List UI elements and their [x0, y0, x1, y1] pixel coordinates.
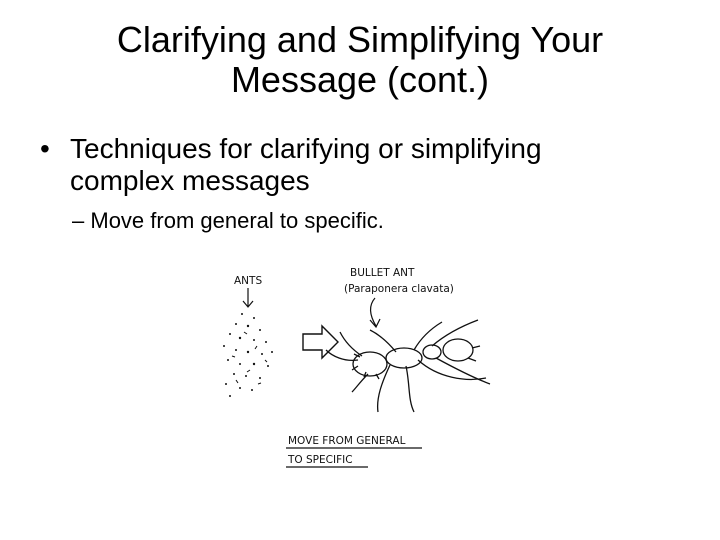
title-line-1: Clarifying and Simplifying Your	[116, 19, 604, 60]
bullet-marker: •	[40, 133, 50, 164]
caption-line-2: TO SPECIFIC	[288, 454, 353, 466]
sub-bullet-text: Move from general to specific.	[90, 208, 384, 233]
sub-bullet-marker: –	[72, 208, 85, 233]
caption-line-1: MOVE FROM GENERAL	[288, 435, 406, 447]
general-to-specific-illustration	[210, 260, 510, 480]
bullet-text	[70, 133, 670, 197]
bullet-ant-icon	[326, 320, 490, 412]
bullet-line-1: Techniques for clarifying or simplifying	[70, 133, 542, 164]
slide-title	[60, 20, 660, 100]
ant-swarm-strokes	[232, 332, 267, 384]
pointer-arrow-icon	[370, 298, 380, 327]
ant-swarm	[223, 313, 273, 397]
ants-label: ANTS	[234, 275, 263, 287]
title-line-2: Message (cont.)	[230, 59, 490, 100]
sub-bullet-item	[72, 207, 672, 235]
bullet-line-2: complex messages	[70, 165, 310, 196]
bullet-ant-label: BULLET ANT	[350, 267, 415, 279]
right-arrow-icon	[303, 326, 338, 358]
down-arrow-icon	[243, 288, 253, 307]
bullet-ant-species: (Paraponera clavata)	[344, 283, 454, 295]
